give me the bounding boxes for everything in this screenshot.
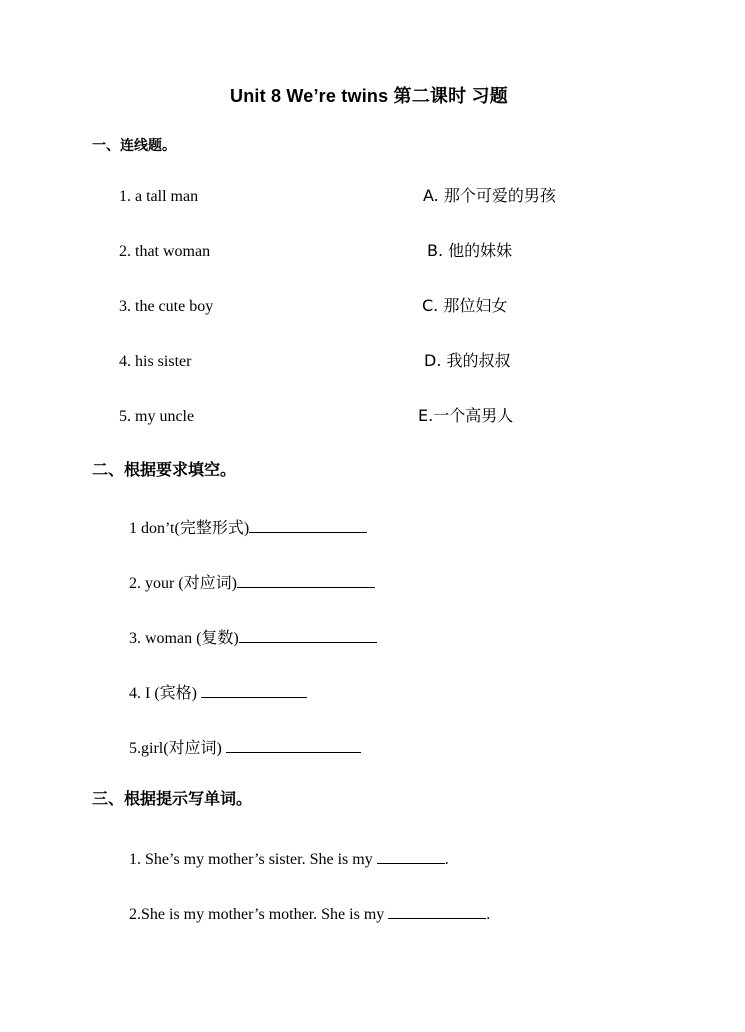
section-heading-fill-in: 二、根据要求填空。 [92,460,237,479]
write-item [129,849,449,868]
fill-item-prompt: 3. woman (复数) [129,630,239,647]
match-left-item: 3. the cute boy [119,298,214,315]
section-heading-matching: 一、连线题。 [92,138,176,154]
fill-item-prompt: 4. I (宾格) [129,685,201,702]
fill-item [129,628,377,647]
fill-item-prompt: 2. your (对应词) [129,575,237,592]
fill-item [129,683,307,702]
answer-blank[interactable] [239,628,377,643]
page-title: Unit 8 We’re twins 第二课时 习题 [230,86,508,106]
write-item [129,904,490,923]
write-item-period: . [444,851,449,868]
match-right-item: C. 那位妇女 [422,296,508,315]
fill-item [129,518,367,537]
fill-item [129,738,361,757]
write-item-prompt: 2.She is my mother’s mother. She is my [129,906,389,923]
answer-blank[interactable] [237,573,375,588]
answer-blank[interactable] [201,683,307,698]
match-left-item: 4. his sister [119,353,192,370]
section-heading-write-words: 三、根据提示写单词。 [92,789,253,808]
answer-blank[interactable] [226,738,361,753]
write-item-period: . [486,906,491,923]
write-item-prompt: 1. She’s my mother’s sister. She is my [129,851,377,868]
match-right-item: A. 那个可爱的男孩 [423,186,556,205]
fill-item-prompt: 1 don’t(完整形式) [129,520,250,537]
answer-blank[interactable] [249,518,367,533]
match-left-item: 2. that woman [119,243,211,260]
answer-blank[interactable] [377,849,445,864]
match-right-item: E.一个高男人 [418,406,514,425]
match-left-item: 1. a tall man [119,188,199,205]
fill-item-prompt: 5.girl(对应词) [129,740,226,757]
answer-blank[interactable] [388,904,486,919]
match-left-item: 5. my uncle [119,408,195,425]
match-right-item: B. 他的妹妹 [427,241,513,260]
fill-item [129,573,375,592]
match-right-item: D. 我的叔叔 [424,351,511,370]
